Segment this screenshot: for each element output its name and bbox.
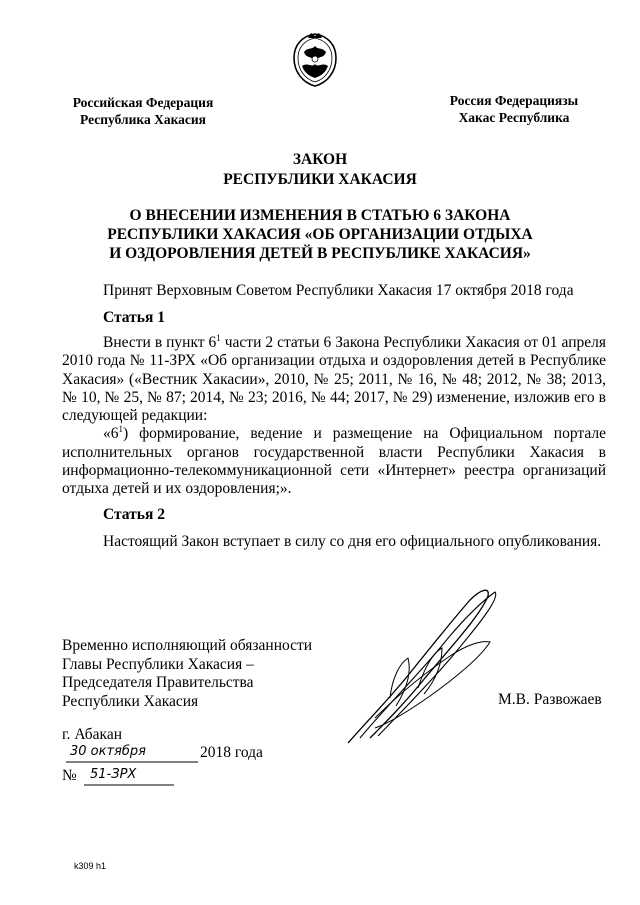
- law-subject-line3: И ОЗДОРОВЛЕНИЯ ДЕТЕЙ В РЕСПУБЛИКЕ ХАКАСИЯ»: [109, 245, 531, 262]
- signatory-title-line3: Председателя Правительства: [62, 674, 254, 691]
- article1-paragraph2: [62, 425, 606, 498]
- article1-p1-rest: части 2 статьи 6 Закона Республики Хакасия от 01 апреля 2010 года № 11-ЗРХ «Об организации отдыха и оздоровления детей в Республике Хакасия» («Вестник Хакасии», 2010, № 25; 2011, № 16, № 48; 2012, № 38; 2013, № 10, № 25, № 87; 2014, № 23; 2016, № 44; 2017, № 29) изменение, изложив его в следующей редакции:: [62, 334, 606, 425]
- article2-heading: Статья 2: [103, 506, 165, 523]
- signatory-title: [62, 637, 362, 711]
- article1-paragraph1: [62, 334, 606, 425]
- law-title: [100, 150, 540, 190]
- header-right-line2: Хакас Республика: [458, 110, 570, 125]
- header-right-line1: Россия Федерациязы: [449, 93, 579, 108]
- issue-number: [62, 767, 342, 789]
- header-right: [434, 92, 594, 126]
- header-left-line2: Республика Хакасия: [80, 112, 206, 127]
- article1-body: [62, 334, 606, 499]
- article1-p2-sup: 1: [118, 424, 123, 435]
- signatory-title-line4: Республики Хакасия: [62, 692, 199, 710]
- law-title-line2: РЕСПУБЛИКИ ХАКАСИЯ: [223, 171, 417, 188]
- law-subject-line1: О ВНЕСЕНИИ ИЗМЕНЕНИЯ В СТАТЬЮ 6 ЗАКОНА: [129, 207, 511, 224]
- handwritten-signature: [330, 578, 510, 750]
- article1-p2-start: «6: [103, 425, 119, 443]
- issue-date: [62, 744, 342, 766]
- law-title-line1: ЗАКОН: [292, 151, 348, 168]
- header-left: [58, 94, 228, 128]
- adoption-note: Принят Верховным Советом Республики Хакасия 17 октября 2018 года: [103, 282, 574, 299]
- header-left-line1: Российская Федерация: [72, 95, 214, 110]
- signatory-name: М.В. Развожаев: [498, 691, 602, 708]
- issue-number-handwritten: 51-ЗРХ: [90, 767, 137, 782]
- article1-heading: Статья 1: [103, 309, 165, 326]
- article1-p2-rest: ) формирование, ведение и размещение на Официальном портале исполнительных органов государственной власти Республики Хакасия в информационно-телекоммуникационной сети «Интернет» реестра организаций отдыха детей и их оздоровления;».: [62, 425, 606, 498]
- issue-date-suffix: 2018 года: [200, 744, 263, 761]
- law-subject-line2: РЕСПУБЛИКИ ХАКАСИЯ «ОБ ОРГАНИЗАЦИИ ОТДЫХА: [107, 226, 533, 243]
- coat-of-arms-emblem: [290, 32, 340, 88]
- law-subject: [100, 206, 540, 263]
- issue-number-prefix: №: [62, 767, 77, 784]
- signatory-title-line1: Временно исполняющий обязанности: [62, 637, 313, 654]
- article1-p1-sup: 1: [216, 332, 221, 343]
- issue-date-handwritten: 30 октября: [70, 744, 146, 759]
- document-code: k309 h1: [74, 861, 107, 871]
- article1-p1-start: Внести в пункт 6: [103, 334, 217, 351]
- article2-body: Настоящий Закон вступает в силу со дня его официального опубликования.: [103, 533, 602, 550]
- signatory-title-line2: Главы Республики Хакасия –: [62, 655, 254, 673]
- issue-place: г. Абакан: [62, 726, 123, 743]
